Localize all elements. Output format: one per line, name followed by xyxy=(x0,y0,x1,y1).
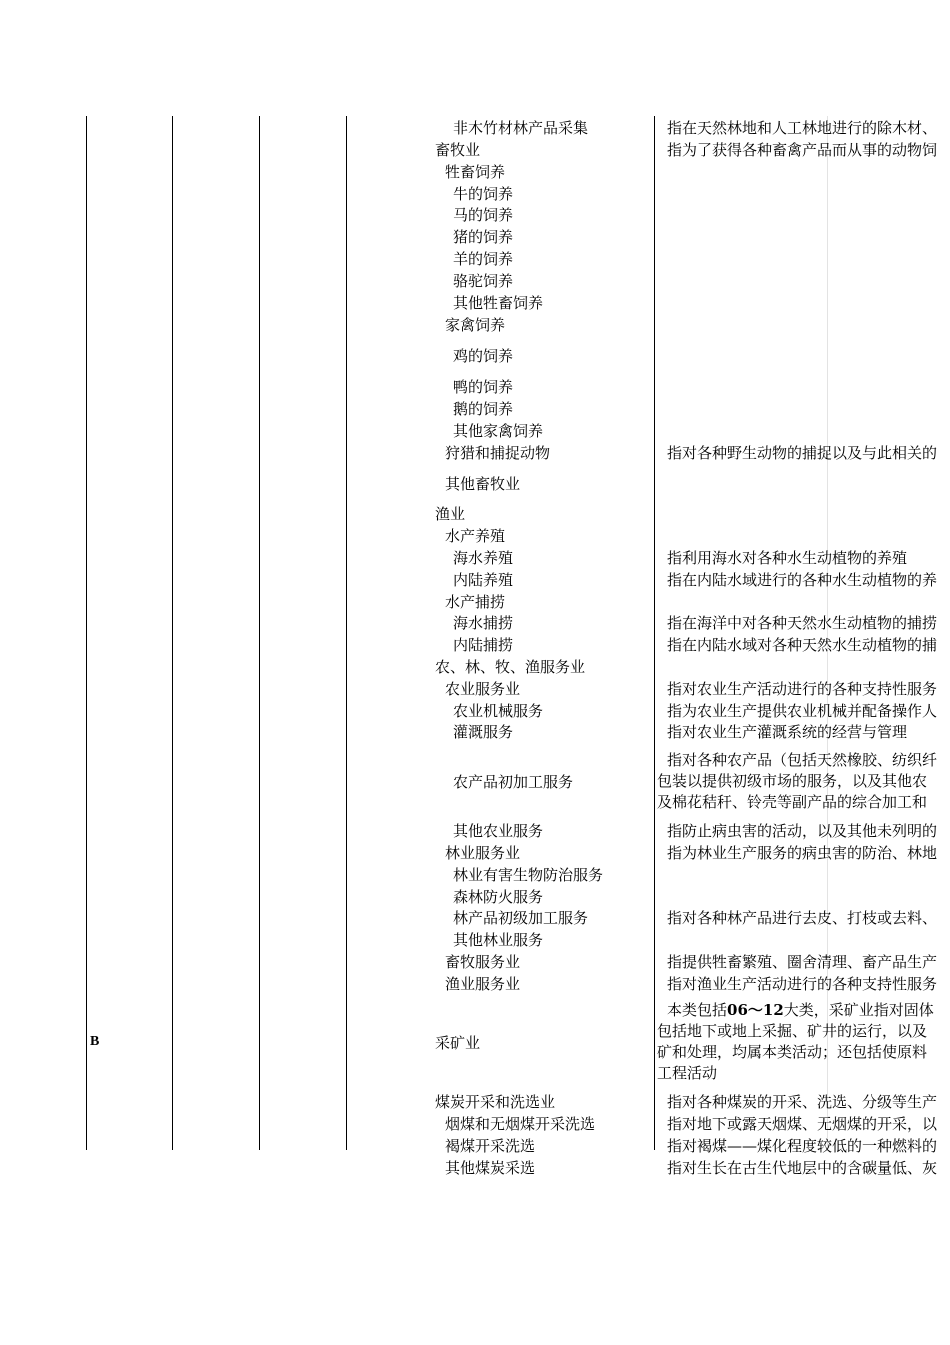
industry-description: 指为了获得各种畜禽产品而从事的动物饲 xyxy=(667,141,938,159)
industry-description: 指对各种林产品进行去皮、打枝或去料、 xyxy=(667,909,938,927)
industry-description: 指对褐煤——煤化程度较低的一种燃料的 xyxy=(667,1137,938,1155)
industry-description: 指对地下或露天烟煤、无烟煤的开采，以 xyxy=(667,1115,938,1133)
processing-desc-line: 包装以提供初级市场的服务，以及其他农 xyxy=(657,772,928,790)
industry-name: 水产捕捞 xyxy=(445,593,506,611)
column-border xyxy=(654,116,655,1150)
mining-desc-range: 06～12 xyxy=(727,1001,784,1019)
industry-name: 林产品初级加工服务 xyxy=(453,909,589,927)
industry-name: 内陆捕捞 xyxy=(453,636,514,654)
industry-name: 其他家禽饲养 xyxy=(453,422,544,440)
industry-description: 指对各种煤炭的开采、洗选、分级等生产 xyxy=(667,1093,938,1111)
industry-name: 牛的饲养 xyxy=(453,185,514,203)
industry-name: 林业有害生物防治服务 xyxy=(453,866,604,884)
industry-description: 指防止病虫害的活动，以及其他未列明的 xyxy=(667,822,938,840)
industry-name: 其他农业服务 xyxy=(453,822,544,840)
industry-description: 指为农业生产提供农业机械并配备操作人 xyxy=(667,702,938,720)
mining-desc-line: 矿和处理，均属本类活动；还包括使原料 xyxy=(657,1043,928,1061)
mining-desc-line: 包括地下或地上采掘、矿井的运行，以及 xyxy=(657,1022,928,1040)
industry-description: 指对生长在古生代地层中的含碳量低、灰 xyxy=(667,1159,938,1177)
industry-name: 农业机械服务 xyxy=(453,702,544,720)
industry-name: 林业服务业 xyxy=(445,844,521,862)
industry-name: 褐煤开采洗选 xyxy=(445,1137,536,1155)
mining-desc-first-line xyxy=(667,1000,934,1020)
industry-name: 鸡的饲养 xyxy=(453,347,514,365)
industry-name: 畜牧服务业 xyxy=(445,953,521,971)
industry-name: 煤炭开采和洗选业 xyxy=(435,1093,556,1111)
industry-name: 狩猎和捕捉动物 xyxy=(445,444,551,462)
mining-desc-line: 工程活动 xyxy=(657,1064,718,1082)
industry-name: 羊的饲养 xyxy=(453,250,514,268)
industry-name: 猪的饲养 xyxy=(453,228,514,246)
industry-name: 农业服务业 xyxy=(445,680,521,698)
industry-name: 其他牲畜饲养 xyxy=(453,294,544,312)
industry-description: 指提供牲畜繁殖、圈舍清理、畜产品生产 xyxy=(667,953,938,971)
industry-name: 非木竹材林产品采集 xyxy=(453,119,589,137)
industry-name: 家禽饲养 xyxy=(445,316,506,334)
industry-description: 指对各种野生动物的捕捉以及与此相关的 xyxy=(667,444,938,462)
section-code: B xyxy=(90,1034,100,1049)
column-border xyxy=(346,116,347,1150)
industry-description: 指在海洋中对各种天然水生动植物的捕捞 xyxy=(667,614,938,632)
industry-name: 水产养殖 xyxy=(445,527,506,545)
industry-name: 海水捕捞 xyxy=(453,614,514,632)
industry-description: 指在内陆水域对各种天然水生动植物的捕 xyxy=(667,636,938,654)
industry-name: 鸭的饲养 xyxy=(453,378,514,396)
industry-name: 渔业 xyxy=(435,505,466,523)
industry-description: 指对渔业生产活动进行的各种支持性服务 xyxy=(667,975,938,993)
industry-name: 其他煤炭采选 xyxy=(445,1159,536,1177)
industry-name: 内陆养殖 xyxy=(453,571,514,589)
industry-description: 指在天然林地和人工林地进行的除木材、 xyxy=(667,119,938,137)
industry-name: 马的饲养 xyxy=(453,206,514,224)
column-border xyxy=(259,116,260,1150)
industry-name: 农、林、牧、渔服务业 xyxy=(435,658,586,676)
mining-desc-suffix: 大类，采矿业指对固体 xyxy=(783,1001,934,1019)
processing-desc-line: 及棉花秸秆、铃壳等副产品的综合加工和 xyxy=(657,793,928,811)
gridline xyxy=(827,116,828,1150)
industry-description: 指对农业生产灌溉系统的经营与管理 xyxy=(667,723,908,741)
industry-name: 鹅的饲养 xyxy=(453,400,514,418)
industry-name: 畜牧业 xyxy=(435,141,481,159)
industry-description: 指为林业生产服务的病虫害的防治、林地 xyxy=(667,844,938,862)
industry-description: 指对农业生产活动进行的各种支持性服务 xyxy=(667,680,938,698)
industry-name: 采矿业 xyxy=(435,1034,481,1052)
industry-description: 指在内陆水域进行的各种水生动植物的养 xyxy=(667,571,938,589)
column-border xyxy=(86,116,87,1150)
industry-name: 灌溉服务 xyxy=(453,723,514,741)
industry-description: 指利用海水对各种水生动植物的养殖 xyxy=(667,549,908,567)
industry-name: 其他林业服务 xyxy=(453,931,544,949)
industry-name: 农产品初加工服务 xyxy=(453,773,574,791)
column-border xyxy=(172,116,173,1150)
industry-name: 海水养殖 xyxy=(453,549,514,567)
industry-name: 牲畜饲养 xyxy=(445,163,506,181)
industry-name: 其他畜牧业 xyxy=(445,475,521,493)
processing-desc-line: 指对各种农产品（包括天然橡胶、纺织纤 xyxy=(667,751,938,769)
mining-desc-prefix: 本类包括 xyxy=(667,1001,728,1019)
industry-name: 森林防火服务 xyxy=(453,888,544,906)
industry-name: 骆驼饲养 xyxy=(453,272,514,290)
industry-name: 渔业服务业 xyxy=(445,975,521,993)
industry-name: 烟煤和无烟煤开采洗选 xyxy=(445,1115,596,1133)
